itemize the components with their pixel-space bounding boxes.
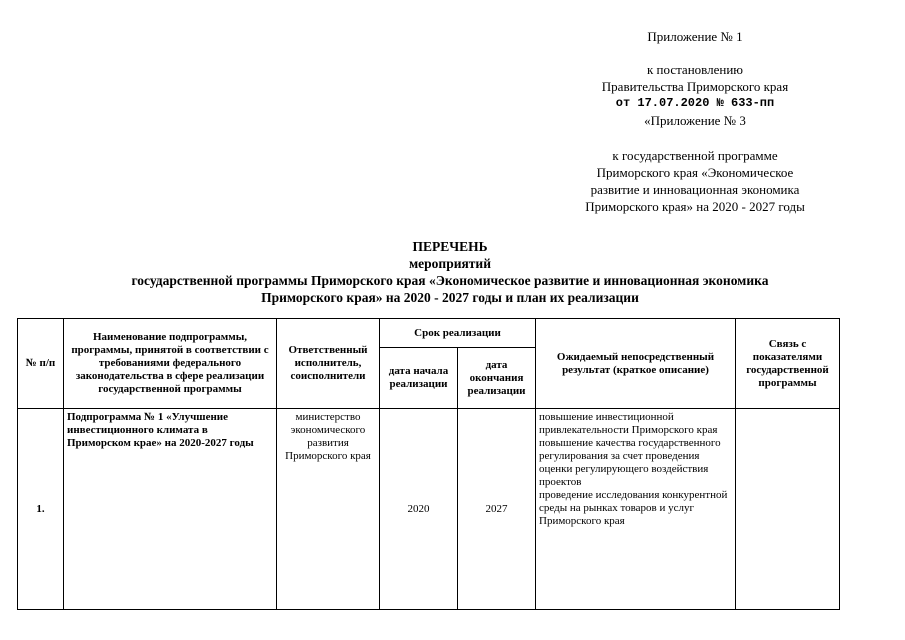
- appendix-government: Правительства Приморского края: [601, 79, 789, 94]
- appendix-resolution-date: от 17.07.2020 № 633-пп: [615, 96, 775, 110]
- result-item: повышение качества государственного регулирования за счет проведения оценки регулирующего воздействия проектов: [539, 437, 721, 488]
- header-name: Наименование подпрограммы, программы, принятой в соответствии с требованиями федерального законодательства в сфере реализации государственной программы: [64, 319, 277, 409]
- appendix-program-line3: развитие и инновационная экономика: [590, 182, 800, 197]
- table-row: [18, 409, 840, 610]
- appendix-program-line2: Приморского края «Экономическое: [596, 165, 794, 180]
- row-num: 1.: [18, 409, 64, 610]
- measures-table: [17, 318, 840, 610]
- header-end: дата окончания реализации: [458, 348, 536, 409]
- header-period: Срок реализации: [380, 319, 536, 348]
- row-executor: министерство экономического развития Приморского края: [277, 409, 380, 610]
- heading-subtitle: мероприятий: [408, 256, 491, 271]
- heading-program-line2: Приморского края» на 2020 - 2027 годы и план их реализации: [261, 290, 639, 305]
- heading-program-line1: государственной программы Приморского края «Экономическое развитие и инновационная экономика: [131, 273, 769, 288]
- row-indicators: [736, 409, 840, 610]
- document-heading: [40, 238, 860, 306]
- appendix-original-number: «Приложение № 3: [644, 113, 746, 128]
- header-start: дата начала реализации: [380, 348, 458, 409]
- row-start: 2020: [380, 409, 458, 610]
- appendix-program-line1: к государственной программе: [612, 148, 778, 163]
- row-result: [536, 409, 736, 610]
- appendix-to-resolution: к постановлению: [646, 62, 744, 77]
- result-item: повышение инвестиционной привлекательности Приморского края: [539, 411, 718, 436]
- appendix-number: Приложение № 1: [647, 29, 743, 44]
- header-num: № п/п: [18, 319, 64, 409]
- header-executor: Ответственный исполнитель, соисполнители: [277, 319, 380, 409]
- appendix-block: [560, 28, 830, 215]
- header-result: Ожидаемый непосредственный результат (краткое описание): [536, 319, 736, 409]
- appendix-program-line4: Приморского края» на 2020 - 2027 годы: [585, 199, 805, 214]
- row-name: Подпрограмма № 1 «Улучшение инвестиционного климата в Приморском крае» на 2020-2027 годы: [64, 409, 277, 610]
- row-end: 2027: [458, 409, 536, 610]
- result-item: проведение исследования конкурентной среды на рынках товаров и услуг Приморского края: [539, 489, 728, 527]
- header-indicators: Связь с показателями государственной программы: [736, 319, 840, 409]
- heading-title: ПЕРЕЧЕНЬ: [412, 239, 488, 254]
